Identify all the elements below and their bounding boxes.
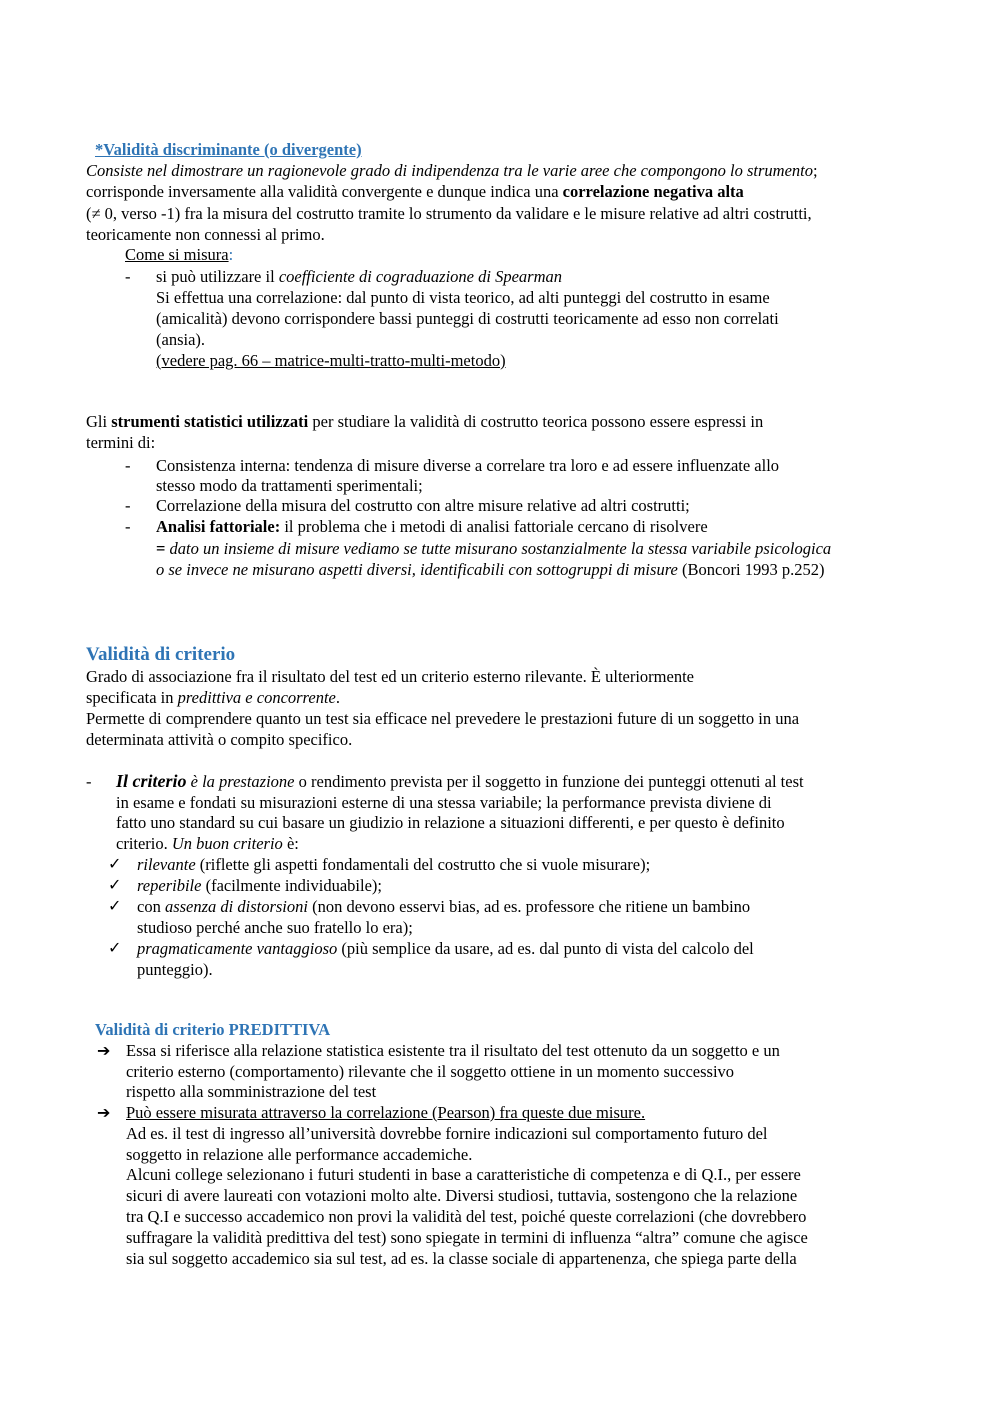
list-item-line: criterio. Un buon criterio è: [116, 834, 299, 853]
criterion-property-line: studioso perché anche suo fratello lo era); [137, 918, 413, 937]
criterion-property: reperibile (facilmente individuabile); [137, 876, 382, 895]
list-item-line: Si effettua una correlazione: dal punto di vista teorico, ad alti punteggi del costrutto in esame [156, 288, 770, 307]
arrow-item-line: criterio esterno (comportamento) rilevante che il soggetto ottiene in un momento successivo [126, 1062, 735, 1081]
section-title-discriminant-validity: *Validità discriminante (o divergente) [95, 140, 362, 159]
list-item: Analisi fattoriale: il problema che i metodi di analisi fattoriale cercano di risolvere [156, 517, 708, 536]
arrow-item-line: suffragare la validità predittiva del test) sono spiegate in termini di influenza “altra” comune che agisce [126, 1228, 808, 1247]
paragraph-line: corrisponde inversamente alla validità convergente e dunque indica una correlazione negativa alta [86, 182, 744, 201]
check-icon: ✓ [108, 896, 122, 915]
paragraph-line: determinata attività o compito specifico. [86, 730, 353, 749]
list-item: si può utilizzare il coefficiente di cograduazione di Spearman [156, 267, 563, 286]
criterion-property-line: punteggio). [137, 960, 213, 979]
list-item-line: o se invece ne misurano aspetti diversi, identificabili con sottogruppi di misure (Boncori 1993 p.252) [156, 560, 825, 579]
paragraph-line: teoricamente non connessi al primo. [86, 225, 325, 244]
bullet-dash: - [86, 772, 92, 791]
paragraph-line: (≠ 0, verso -1) fra la misura del costrutto tramite lo strumento da validare e le misure relative ad altri costrutti, [86, 204, 812, 223]
list-item-line: (ansia). [156, 330, 206, 349]
bullet-dash: - [125, 456, 131, 475]
list-item: Consistenza interna: tendenza di misure diverse a correlare tra loro e ad essere influenzate allo [156, 456, 780, 475]
page-reference: (vedere pag. 66 – matrice-multi-tratto-multi-metodo) [156, 351, 506, 370]
criterion-property: rilevante (riflette gli aspetti fondamentali del costrutto che si vuole misurare); [137, 855, 651, 874]
criterion-property: pragmaticamente vantaggioso (più semplice da usare, ad es. dal punto di vista del calcolo del [137, 939, 754, 958]
arrow-item-line: sicuri di avere laureati con votazioni molto alte. Diversi studiosi, tuttavia, sostengono che la relazione [126, 1186, 798, 1205]
how-to-measure-label: Come si misura: [125, 245, 234, 264]
arrow-item-line: rispetto alla somministrazione del test [126, 1082, 377, 1101]
bullet-dash: - [125, 517, 131, 536]
arrow-item-line: sia sul soggetto accademico sia sul test, ad es. la classe sociale di appartenenza, che spiega parte della [126, 1249, 797, 1268]
paragraph-line: Grado di associazione fra il risultato del test ed un criterio esterno rilevante. È ulteriormente [86, 667, 694, 686]
check-icon: ✓ [108, 938, 122, 957]
arrow-item-line: tra Q.I e successo accademico non provi la validità del test, poiché queste correlazioni (che dovrebbero [126, 1207, 807, 1226]
list-item: Correlazione della misura del costrutto con altre misure relative ad altri costrutti; [156, 496, 690, 515]
criterion-property: con assenza di distorsioni (non devono esservi bias, ad es. professore che ritiene un bambino [137, 897, 751, 916]
paragraph-line: Permette di comprendere quanto un test sia efficace nel prevedere le prestazioni future di un soggetto in una [86, 709, 800, 728]
section-title-criterion-validity: Validità di criterio [86, 644, 236, 665]
bullet-dash: - [125, 267, 131, 286]
paragraph-line: termini di: [86, 433, 156, 452]
arrow-item-line: soggetto in relazione alle performance accademiche. [126, 1145, 473, 1164]
paragraph-line: Consiste nel dimostrare un ragionevole grado di indipendenza tra le varie aree che compongono lo strumento; [86, 161, 818, 180]
list-item-line: in esame e fondati su misurazioni esterne di una stessa variabile; la performance prevista diviene di [116, 793, 772, 812]
check-icon: ✓ [108, 875, 122, 894]
arrow-right-icon: ➔ [97, 1103, 111, 1122]
bullet-dash: - [125, 496, 131, 515]
paragraph-line: specificata in predittiva e concorrente. [86, 688, 340, 707]
list-item-line: (amicalità) devono corrispondere bassi punteggi di costrutti teoricamente ad esso non correlati [156, 309, 779, 328]
check-icon: ✓ [108, 854, 122, 873]
list-item: Il criterio è la prestazione o rendimento prevista per il soggetto in funzione dei punteggi ottenuti al test [116, 771, 804, 791]
arrow-item-line: Alcuni college selezionano i futuri studenti in base a caratteristiche di competenza e di Q.I., per essere [126, 1165, 801, 1184]
arrow-item: Essa si riferisce alla relazione statistica esistente tra il risultato del test ottenuto da un soggetto e un [126, 1041, 780, 1060]
list-item-line: fatto uno standard su cui basare un giudizio in relazione a situazioni differenti, e per questo è definito [116, 813, 785, 832]
paragraph-line: Gli strumenti statistici utilizzati per studiare la validità di costrutto teorica possono essere espressi in [86, 412, 764, 431]
list-item-line: = dato un insieme di misure vediamo se tutte misurano sostanzialmente la stessa variabile psicologica [156, 539, 832, 558]
section-title-predictive-validity: Validità di criterio PREDITTIVA [95, 1020, 331, 1039]
arrow-item-line: Ad es. il test di ingresso all’università dovrebbe fornire indicazioni sul comportamento futuro del [126, 1124, 768, 1143]
arrow-item: Può essere misurata attraverso la correlazione (Pearson) fra queste due misure. [126, 1103, 646, 1122]
list-item-line: stesso modo da trattamenti sperimentali; [156, 476, 423, 495]
arrow-right-icon: ➔ [97, 1041, 111, 1060]
